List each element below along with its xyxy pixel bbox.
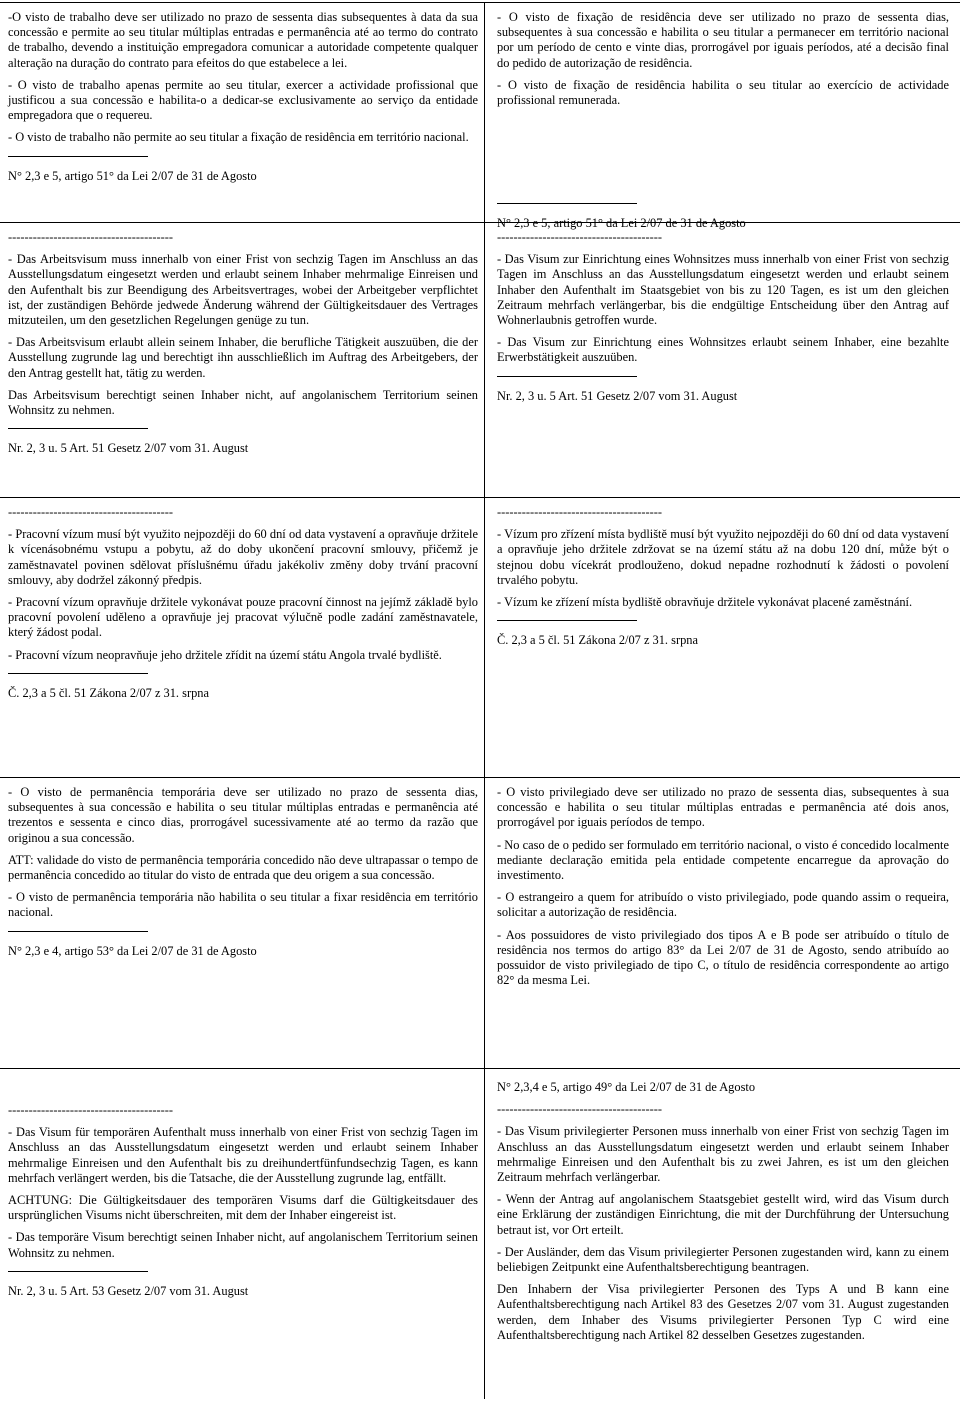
legal-reference: Nr. 2, 3 u. 5 Art. 51 Gesetz 2/07 vom 31. August bbox=[8, 441, 249, 456]
row5-right-cell bbox=[497, 1080, 949, 1350]
footnote-rule bbox=[8, 1271, 148, 1272]
row1-right-cell bbox=[497, 10, 949, 238]
paragraph: - Vízum pro zřízení místa bydliště musí být využito nejpozději do 60 dní od data vystavení a opravňuje jeho držitele zdržovat se na území státu až na dobu 120 dní, může být o stejnou dobu vícekrát prodlouženo, dokud nepadne rozhodnutí k žádosti o povolení trvalého pobytu. bbox=[497, 527, 949, 587]
paragraph: - Das Visum zur Einrichtung eines Wohnsitzes erlaubt seinem Inhaber, eine bezahlte Erwerbstätigkeit auszuüben. bbox=[497, 335, 949, 365]
paragraph: - No caso de o pedido ser formulado em território nacional, o visto é concedido localmente mediante declaração emitida pela entidade competente encarregue da aprovação do investimento. bbox=[497, 837, 949, 883]
paragraph: - O visto de permanência temporária não habilita o seu titular a fixar residência em território nacional. bbox=[8, 890, 478, 920]
row2-right-cell bbox=[497, 230, 949, 411]
paragraph: ATT: validade do visto de permanência temporária concedido não deve ultrapassar o tempo de permanência concedido ao titular do visto de entrada que deu origem a sua concessão. bbox=[8, 852, 478, 883]
footnote-rule bbox=[497, 376, 637, 377]
separator-dashes: ---------------------------------------- bbox=[497, 505, 663, 519]
separator-dashes: ---------------------------------------- bbox=[497, 1102, 663, 1117]
column-divider bbox=[484, 2, 485, 1399]
table-top-border bbox=[0, 2, 960, 3]
paragraph: - Pracovní vízum musí být využito nejpozději do 60 dní od data vystavení a opravňuje držitele k vícenásobnému vstupu a pobytu, až do doby ukončení pracovní smlouvy, přičemž je zaměstnavatel povinen sdělovat příslušnému úřadu jakékoliv změny doby trvání pracovní smlouvy, aby dodržel zákonný předpis. bbox=[8, 527, 478, 587]
paragraph: - O visto de permanência temporária deve ser utilizado no prazo de sessenta dias, subsequentes à sua concessão e habilita o seu titular múltiplas entradas e permanência até trezentos e sessenta e cinco dias, prorrogável sucessivamente até ao termo da razão que originou a sua concessão. bbox=[8, 785, 478, 845]
separator-dashes: ---------------------------------------- bbox=[8, 505, 174, 519]
footnote-rule bbox=[8, 156, 148, 157]
row-divider bbox=[0, 1068, 960, 1069]
legal-reference: N° 2,3,4 e 5, artigo 49° da Lei 2/07 de 31 de Agosto bbox=[497, 1080, 756, 1094]
paragraph: - Pracovní vízum opravňuje držitele vykonávat pouze pracovní činnost na jejímž základě bylo pracovní povolení uděleno a opravňuje jej pracovat výlučně podle zadání zaměstnavatele, který žádost podal. bbox=[8, 595, 478, 640]
footnote-rule bbox=[8, 673, 148, 674]
paragraph: - O visto de trabalho não permite ao seu titular a fixação de residência em território nacional. bbox=[8, 130, 469, 145]
paragraph: Den Inhabern der Visa privilegierter Personen des Typs A und B kann eine Aufenthaltsberechtigung nach Artikel 83 des Gesetzes 2/07 vom 31. August zugestanden werden, dem Inhaber des Visums privilegierter Personen Typ C wird eine Aufenthaltsberechtigung nach Artikel 82 desselben Gesetzes zugestanden. bbox=[497, 1282, 949, 1342]
footnote-rule bbox=[8, 428, 148, 429]
paragraph: -O visto de trabalho deve ser utilizado no prazo de sessenta dias subsequentes à data da sua concessão e permite ao seu titular múltiplas entradas e permanência até ao termo do contrato de trabalho, devendo a instituição empregadora comunicar a autoridade competente qualquer alteração na duração do contrato para efeitos do que estabelece a lei. bbox=[8, 10, 478, 70]
separator-dashes: ---------------------------------------- bbox=[8, 1103, 174, 1117]
separator-dashes: ---------------------------------------- bbox=[8, 230, 174, 244]
paragraph: - Das Visum für temporären Aufenthalt muss innerhalb von einer Frist von sechzig Tagen im Anschluss an das Ausstellungsdatum eingesetzt werden und erlaubt seinem Inhaber mehrmalige Einreisen und den Aufenthalt bis zu dreihundertfünfundsechzig Tagen, es kann mehrfach verlängert werden, bis die Tatsache, die der Ausstellung zugrunde lag, entfällt. bbox=[8, 1125, 478, 1185]
paragraph: - Pracovní vízum neopravňuje jeho držitele zřídit na území státu Angola trvalé bydliště. bbox=[8, 647, 442, 662]
legal-reference: Č. 2,3 a 5 čl. 51 Zákona 2/07 z 31. srpna bbox=[8, 685, 209, 700]
paragraph: - Der Ausländer, dem das Visum privilegierter Personen zugestanden wird, kann zu einem beliebigen Zeitpunkt eine Aufenthaltsberechtigung beantragen. bbox=[497, 1244, 949, 1275]
row3-left-cell bbox=[8, 505, 478, 708]
paragraph: - Wenn der Antrag auf angolanischem Staatsgebiet gestellt wird, wird das Visum durch eine Erklärung der zuständigen Einrichtung, die mit der Durchführung der Untersuchung betraut ist, vor Ort erteilt. bbox=[497, 1192, 949, 1237]
row5-left-cell bbox=[8, 1103, 478, 1306]
legal-reference: N° 2,3 e 5, artigo 51° da Lei 2/07 de 31 de Agosto bbox=[497, 216, 746, 231]
paragraph: ACHTUNG: Die Gültigkeitsdauer des temporären Visums darf die Gültigkeitsdauer des ursprünglichen Visums nicht überschreiten, mit dem der Inhaber eingereist ist. bbox=[8, 1193, 478, 1223]
footnote-rule bbox=[497, 620, 637, 621]
footnote-rule bbox=[8, 931, 148, 932]
paragraph: - Aos possuidores de visto privilegiado dos tipos A e B pode ser atribuído o título de residência nos termos do artigo 83° da Lei 2/07 de 31 de Agosto, sendo atribuído ao possuidor de visto privilegiado de tipo C, o título de residência correspondente ao artigo 82° da mesma Lei. bbox=[497, 927, 949, 988]
row4-left-cell bbox=[8, 785, 478, 966]
paragraph: - Das Visum zur Einrichtung eines Wohnsitzes muss innerhalb von einer Frist von sechzig Tagen im Anschluss an das Ausstellungsdatum eingesetzt werden und erlaubt seinem Inhaber den Aufenthalt im Staatsgebiet von bis zu 120 Tagen, es ist um den gleichen Zeitraum mehrfach verlängerbar, bis die endgültige Entscheidung über den Antrag auf Wohnerlaubnis getroffen wurde. bbox=[497, 252, 949, 328]
paragraph: - Das Arbeitsvisum muss innerhalb von einer Frist von sechzig Tagen im Anschluss an das Ausstellungsdatum eingesetzt werden und erlaubt seinem Inhaber mehrmalige Einreisen und den Aufenthalt bis zur Beendigung des Arbeitsvertrages, wobei der Arbeitgeber verpflichtet ist, der zuständigen Behörde jedwede Änderung während der Gültigkeitsdauer des Vertrages mitzuteilen, um den gesetzlichen Regelungen genüge zu tun. bbox=[8, 252, 478, 328]
legal-reference: Nr. 2, 3 u. 5 Art. 51 Gesetz 2/07 vom 31. August bbox=[497, 388, 738, 403]
paragraph: - Das Visum privilegierter Personen muss innerhalb von einer Frist von sechzig Tagen im Anschluss an das Ausstellungsdatum eingesetzt werden und erlaubt seinem Inhaber mehrmalige Einreisen und den Aufenthalt bis zu zwei Jahren, es ist um den gleichen Zeitraum mehrfach verlängerbar. bbox=[497, 1124, 949, 1185]
row4-right-cell bbox=[497, 785, 949, 995]
paragraph: - Das temporäre Visum berechtigt seinen Inhaber nicht, auf angolanischem Territorium seinen Wohnsitz zu nehmen. bbox=[8, 1230, 478, 1260]
paragraph: - O visto privilegiado deve ser utilizado no prazo de sessenta dias, subsequentes à sua concessão e habilita o seu titular múltiplas entradas e permanência até dois anos, prorrogável por iguais períodos de tempo. bbox=[497, 785, 949, 830]
paragraph: - O visto de fixação de residência habilita o seu titular ao exercício de actividade profissional remunerada. bbox=[497, 77, 949, 108]
paragraph: - Das Arbeitsvisum erlaubt allein seinem Inhaber, die berufliche Tätigkeit auszuüben, die der Ausstellung zugrunde lag und berechtigt ihn ausschließlich im Auftrag des Arbeitgebers, der den Antrag gestellt hat, tätig zu werden. bbox=[8, 335, 478, 380]
row3-right-cell bbox=[497, 505, 949, 655]
paragraph: - O visto de fixação de residência deve ser utilizado no prazo de sessenta dias, subsequentes à sua concessão e habilita o seu titular a permanecer em território nacional por um período de cento e vinte dias, prorrogável por iguais períodos, até a decisão final do pedido de autorização de residência. bbox=[497, 10, 949, 70]
row2-left-cell bbox=[8, 230, 478, 463]
legal-reference: Nr. 2, 3 u. 5 Art. 53 Gesetz 2/07 vom 31. August bbox=[8, 1283, 249, 1298]
row1-left-cell bbox=[8, 10, 478, 191]
row-divider bbox=[0, 777, 960, 778]
legal-reference: N° 2,3 e 5, artigo 51° da Lei 2/07 de 31 de Agosto bbox=[8, 168, 257, 183]
legal-reference: N° 2,3 e 4, artigo 53° da Lei 2/07 de 31 de Agosto bbox=[8, 943, 257, 958]
paragraph: - O visto de trabalho apenas permite ao seu titular, exercer a actividade profissional que justificou a sua concessão e habilita-o a dedicar-se exclusivamente ao serviço da entidade empregadora que o requereu. bbox=[8, 77, 478, 123]
footnote-rule bbox=[497, 203, 637, 204]
row-divider bbox=[0, 497, 960, 498]
paragraph: - Vízum ke zřízení místa bydliště obravňuje držitele vykonávat placené zaměstnání. bbox=[497, 595, 913, 610]
paragraph: - O estrangeiro a quem for atribuído o visto privilegiado, pode quando assim o requeira, solicitar a autorização de residência. bbox=[497, 890, 949, 920]
separator-dashes: ---------------------------------------- bbox=[497, 230, 663, 244]
paragraph: Das Arbeitsvisum berechtigt seinen Inhaber nicht, auf angolanischem Territorium seinen Wohnsitz zu nehmen. bbox=[8, 387, 478, 418]
legal-reference: Č. 2,3 a 5 čl. 51 Zákona 2/07 z 31. srpna bbox=[497, 633, 698, 648]
